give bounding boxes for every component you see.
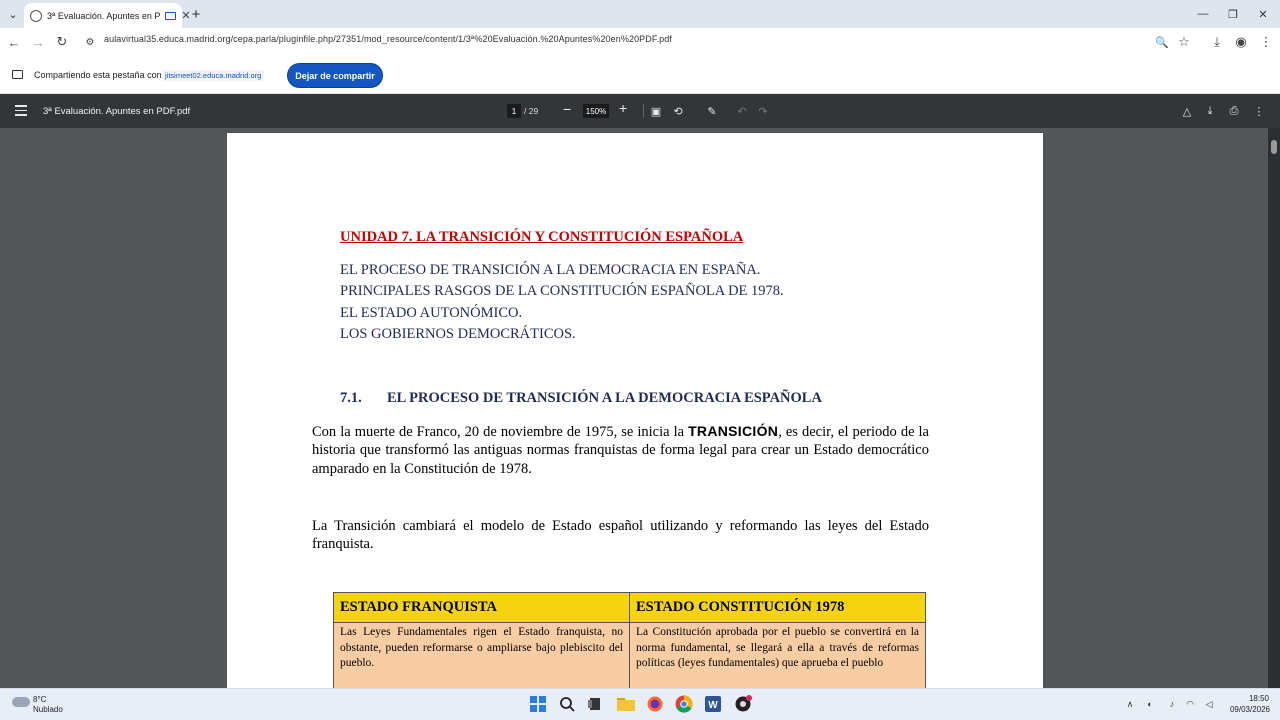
page-number-input[interactable]: 1 <box>507 104 521 118</box>
pdf-title: 3ª Evaluación. Apuntes en PDF.pdf <box>43 106 191 117</box>
downloads-icon[interactable]: ⤓ <box>1214 34 1220 49</box>
paragraph: Con la muerte de Franco, 20 de noviembre de 1975, se inicia la TRANSICIÓN, es decir, el periodo de la historia que transformó las antiguas normas franquistas de forma legal para crear un Estado democrático amparado en la Constitución de 1978. <box>312 423 929 477</box>
microphone-icon[interactable]: ♪ <box>1169 699 1175 709</box>
sharing-text: Compartiendo esta pestaña con <box>34 70 162 80</box>
pdf-toolbar <box>0 95 1280 128</box>
cloud-icon[interactable] <box>12 697 30 707</box>
word-icon[interactable] <box>703 694 723 714</box>
restore-button[interactable]: ❐ <box>1228 8 1238 21</box>
tab-sharing-icon <box>165 12 176 20</box>
back-icon[interactable]: ← <box>7 34 21 50</box>
svg-text:W: W <box>708 700 718 711</box>
tab-title: 3ª Evaluación. Apuntes en P <box>47 10 161 21</box>
unit-index <box>340 260 784 345</box>
browser-tab[interactable] <box>24 3 191 28</box>
bold-term: TRANSICIÓN <box>688 423 779 439</box>
fit-page-icon[interactable]: ▣ <box>650 105 662 118</box>
index-item: LOS GOBIERNOS DEMOCRÁTICOS. <box>340 325 576 342</box>
pdf-more-icon[interactable]: ⋮ <box>1253 105 1265 118</box>
browser-toolbar <box>0 28 1280 56</box>
firefox-icon[interactable] <box>645 694 665 714</box>
taskbar <box>0 688 1280 720</box>
undo-icon[interactable]: ↶ <box>737 105 747 118</box>
favicon-icon <box>30 10 42 22</box>
forward-icon[interactable]: → <box>31 34 45 50</box>
reload-icon[interactable]: ↻ <box>56 34 68 49</box>
print-icon[interactable]: ⎙ <box>1229 104 1239 117</box>
section-title: EL PROCESO DE TRANSICIÓN A LA DEMOCRACIA ESPAÑOLA <box>387 390 822 406</box>
bookmark-star-icon[interactable]: ☆ <box>1178 34 1190 49</box>
weather-temp[interactable]: 8°C <box>33 695 47 704</box>
minimize-button[interactable]: — <box>1197 8 1209 20</box>
table-header: ESTADO CONSTITUCIÓN 1978 <box>630 593 926 623</box>
drive-save-icon[interactable]: △ <box>1182 105 1192 118</box>
scrollbar[interactable] <box>1268 128 1280 688</box>
file-explorer-icon[interactable] <box>616 694 636 714</box>
zoom-icon[interactable]: 🔍 <box>1155 36 1169 49</box>
obs-icon[interactable] <box>733 694 753 714</box>
toolbar-divider <box>643 104 644 118</box>
weather-desc[interactable]: Nublado <box>33 705 63 714</box>
table-cell: La Constitución aprobada por el pueblo se convertirá en la norma fundamental, se llegará a ella a través de reformas políticas (leyes fundamentales) que aprueba el pueblo <box>630 623 926 689</box>
pdf-viewer[interactable] <box>0 128 1280 688</box>
profile-icon[interactable]: ◉ <box>1235 34 1247 49</box>
wifi-icon[interactable]: ◠ <box>1186 698 1194 709</box>
index-item: EL PROCESO DE TRANSICIÓN A LA DEMOCRACIA EN ESPAÑA. <box>340 262 761 278</box>
zoom-level-input[interactable]: 150% <box>583 104 609 118</box>
task-view-icon[interactable] <box>585 694 605 714</box>
index-item: EL ESTADO AUTONÓMICO. <box>340 304 523 321</box>
chrome-icon[interactable] <box>674 694 694 714</box>
clock-time[interactable]: 18:50 <box>1248 694 1269 703</box>
network-icon[interactable]: ◐ <box>1147 699 1153 709</box>
volume-icon[interactable]: ◁ <box>1205 698 1213 709</box>
stop-sharing-button[interactable]: Dejar de compartir <box>287 63 383 88</box>
tab-strip <box>0 0 1280 28</box>
pdf-menu-icon[interactable] <box>15 105 27 119</box>
tab-search-icon[interactable]: ⌄ <box>8 8 18 21</box>
section-number: 7.1. <box>340 390 362 406</box>
window-close-button[interactable]: ✕ <box>1258 8 1268 21</box>
search-icon[interactable] <box>557 694 577 714</box>
tab-close-icon[interactable]: ✕ <box>181 10 191 22</box>
table-header: ESTADO FRANQUISTA <box>334 593 630 623</box>
site-info-icon[interactable]: ⚙ <box>85 36 95 48</box>
table-cell: Las Leyes Fundamentales rigen el Estado franquista, no obstante, pueden reformarse o ampliarse bajo plebiscito del pueblo. <box>334 623 630 689</box>
page-total: / 29 <box>524 106 539 116</box>
rotate-icon[interactable]: ⟲ <box>673 105 683 118</box>
table-row <box>334 623 926 689</box>
unit-title: UNIDAD 7. LA TRANSICIÓN Y CONSTITUCIÓN ESPAÑOLA <box>340 229 744 245</box>
sharing-infobar <box>0 56 1280 94</box>
zoom-out-button[interactable]: − <box>563 101 572 117</box>
windows-start-icon[interactable] <box>528 694 548 714</box>
sharing-host: jitsimeet02.educa.madrid.org <box>162 70 264 81</box>
address-bar[interactable]: aulavirtual35.educa.madrid.org/cepa.parla/pluginfile.php/27351/mod_resource/content/1/3ª%20Evaluación.%20Apuntes%20en%20PDF.pdf <box>104 34 672 44</box>
browser-menu-icon[interactable]: ⋮ <box>1259 34 1273 49</box>
scrollbar-thumb[interactable] <box>1271 140 1277 154</box>
paragraph: La Transición cambiará el modelo de Estado español utilizando y reformando las leyes del Estado franquista. <box>312 518 929 553</box>
clock-date[interactable]: 09/03/2026 <box>1229 705 1270 714</box>
index-item: PRINCIPALES RASGOS DE LA CONSTITUCIÓN ESPAÑOLA DE 1978. <box>340 283 784 300</box>
pdf-page <box>227 133 1043 693</box>
new-tab-button[interactable]: + <box>191 5 201 23</box>
annotate-icon[interactable]: ✎ <box>707 105 717 118</box>
chevron-up-icon[interactable]: ∧ <box>1126 698 1134 709</box>
screen-share-icon <box>12 70 23 79</box>
zoom-in-button[interactable]: + <box>619 100 628 116</box>
redo-icon[interactable]: ↷ <box>758 105 768 118</box>
pdf-download-icon[interactable]: ⤓ <box>1207 104 1213 117</box>
comparison-table <box>333 592 926 689</box>
